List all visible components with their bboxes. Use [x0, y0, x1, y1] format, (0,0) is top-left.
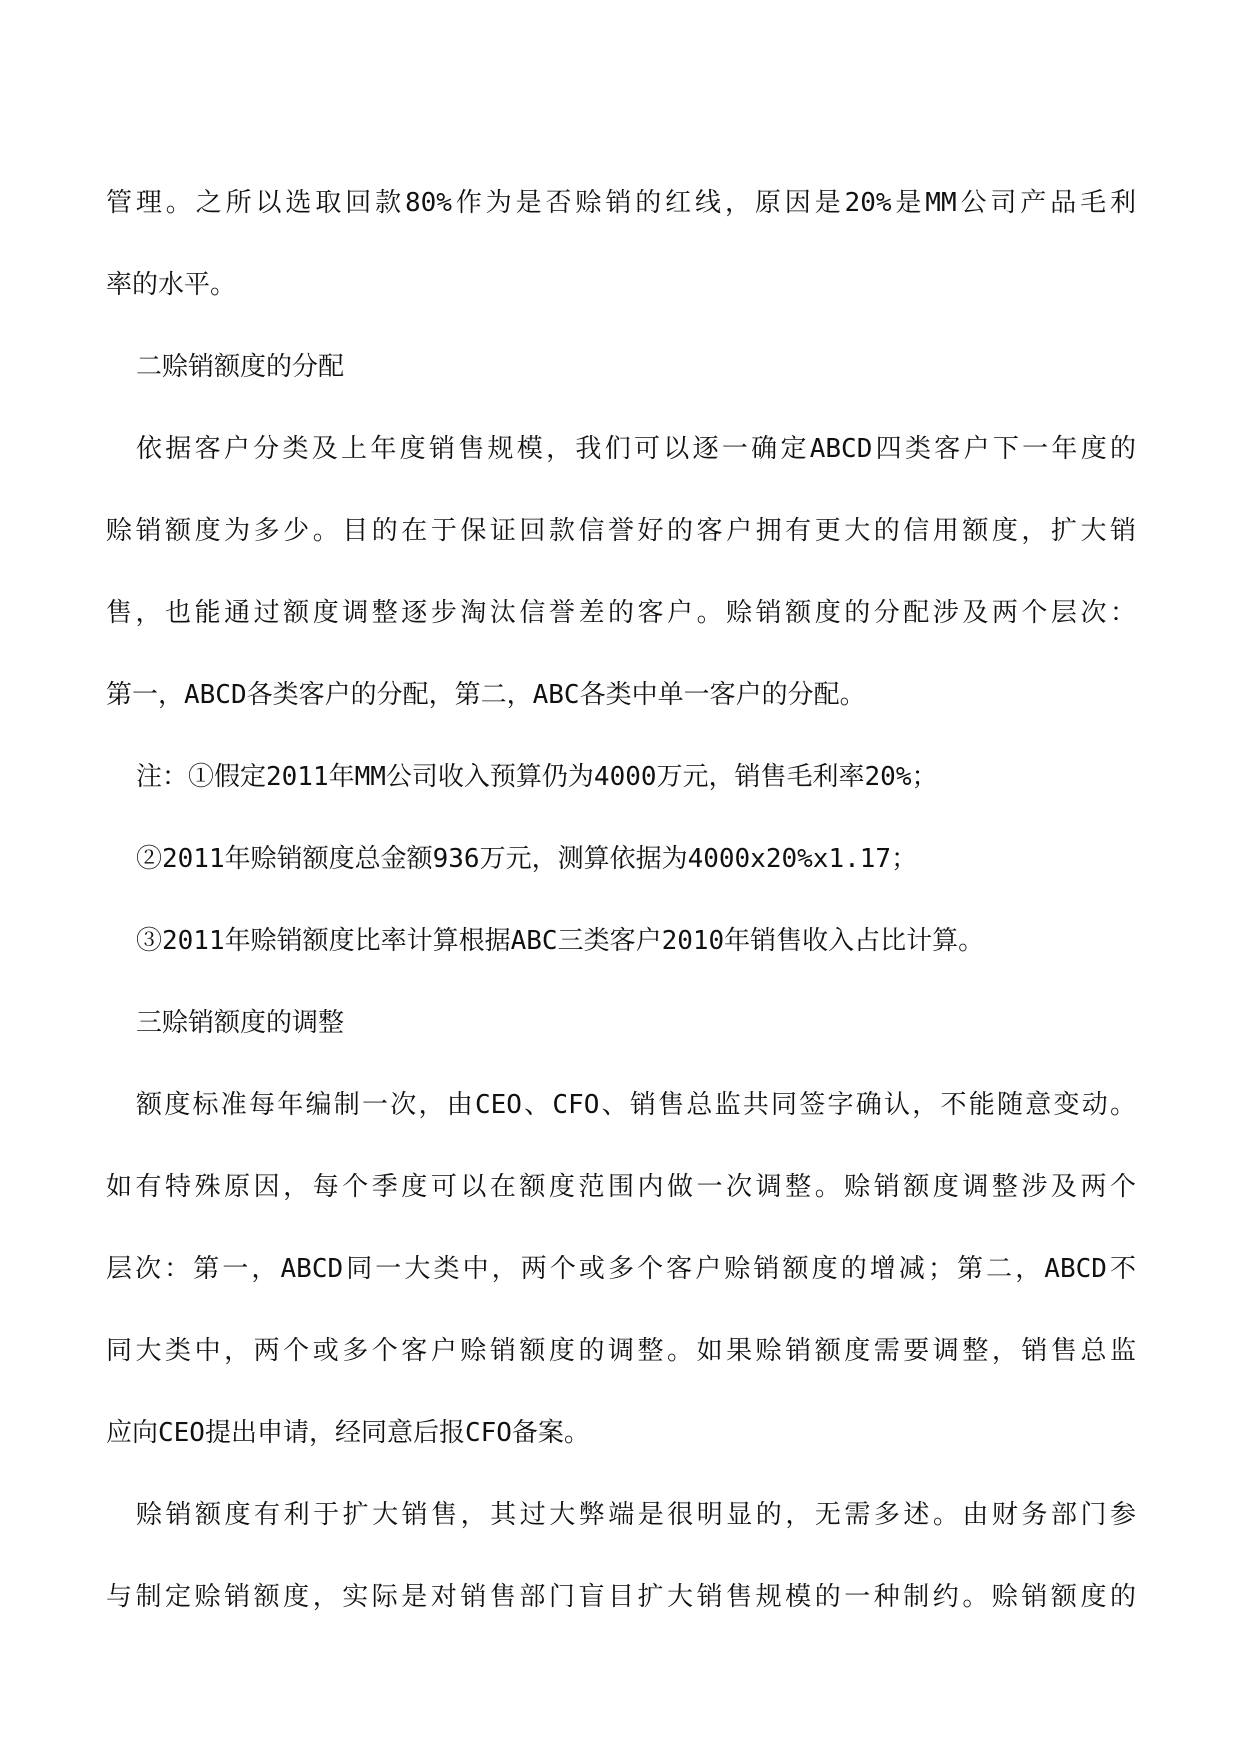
note-line: 注：①假定2011年MM公司收入预算仍为4000万元，销售毛利率20%； — [136, 762, 938, 792]
text-line: 如有特殊原因，每个季度可以在额度范围内做一次调整。赊销额度调整涉及两个 — [106, 1172, 1136, 1202]
text-line: 层次：第一，ABCD同一大类中，两个或多个客户赊销额度的增减；第二，ABCD不 — [106, 1254, 1136, 1284]
section-heading: 三赊销额度的调整 — [136, 1008, 345, 1038]
text-line: 应向CEO提出申请，经同意后报CFO备案。 — [106, 1418, 590, 1448]
text-line: 同大类中，两个或多个客户赊销额度的调整。如果赊销额度需要调整，销售总监 — [106, 1336, 1136, 1366]
text-line: 与制定赊销额度，实际是对销售部门盲目扩大销售规模的一种制约。赊销额度的 — [106, 1582, 1136, 1612]
document-body — [106, 162, 1136, 1638]
text-line: 赊销额度有利于扩大销售，其过大弊端是很明显的，无需多述。由财务部门参 — [136, 1500, 1136, 1530]
text-line: 依据客户分类及上年度销售规模，我们可以逐一确定ABCD四类客户下一年度的 — [136, 434, 1136, 464]
note-line: ③2011年赊销额度比率计算根据ABC三类客户2010年销售收入占比计算。 — [136, 926, 985, 956]
note-line: ②2011年赊销额度总金额936万元，测算依据为4000x20%x1.17； — [136, 844, 918, 874]
section-heading: 二赊销额度的分配 — [136, 352, 345, 382]
text-line: 率的水平。 — [106, 270, 237, 300]
text-line: 额度标准每年编制一次，由CEO、CFO、销售总监共同签字确认，不能随意变动。 — [136, 1090, 1136, 1120]
text-line: 售，也能通过额度调整逐步淘汰信誉差的客户。赊销额度的分配涉及两个层次： — [106, 598, 1136, 628]
text-line: 管理。之所以选取回款80%作为是否赊销的红线，原因是20%是MM公司产品毛利 — [106, 188, 1136, 218]
text-line: 赊销额度为多少。目的在于保证回款信誉好的客户拥有更大的信用额度，扩大销 — [106, 516, 1136, 546]
text-line: 第一，ABCD各类客户的分配，第二，ABC各类中单一客户的分配。 — [106, 680, 866, 710]
